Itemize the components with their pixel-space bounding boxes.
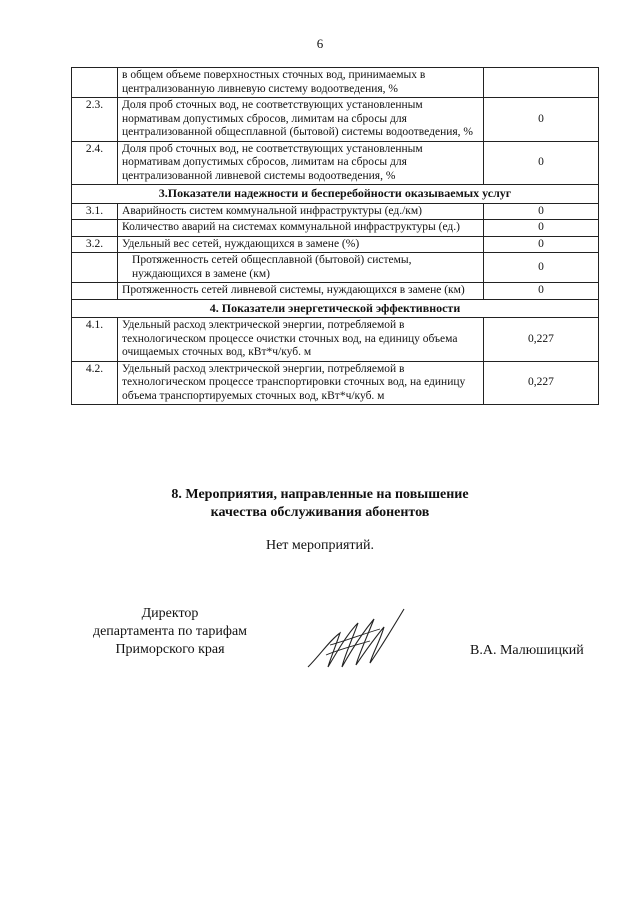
table-row bbox=[72, 68, 599, 98]
indicator-name: Протяженность сетей ливневой системы, нуждающихся в замене (км) bbox=[118, 283, 484, 300]
table-row bbox=[72, 141, 599, 185]
position-line3: Приморского края bbox=[115, 642, 225, 657]
indicator-value: 0 bbox=[483, 98, 598, 142]
indicator-name: в общем объеме поверхностных сточных вод, принимаемых в централизованную ливневую систему водоотведения, % bbox=[118, 68, 484, 98]
signer-name: В.А. Малюшицкий bbox=[470, 643, 584, 658]
table-row bbox=[72, 220, 599, 237]
section-8-heading-line1: 8. Мероприятия, направленные на повышение bbox=[171, 487, 469, 502]
table-row bbox=[72, 236, 599, 253]
indicator-value: 0 bbox=[483, 203, 598, 220]
row-number: 4.1. bbox=[72, 318, 118, 362]
table-row bbox=[72, 98, 599, 142]
page-number: 6 bbox=[316, 36, 324, 51]
indicator-value: 0,227 bbox=[483, 318, 598, 362]
position-line1: Директор bbox=[141, 606, 199, 621]
indicator-value: 0 bbox=[483, 283, 598, 300]
row-number: 3.2. bbox=[72, 236, 118, 253]
indicator-value: 0,227 bbox=[483, 361, 598, 405]
indicator-value bbox=[483, 68, 598, 98]
indicator-value: 0 bbox=[483, 236, 598, 253]
indicator-name: Удельный расход электрической энергии, потребляемой в технологическом процессе транспортировки сточных вод, на единицу объема транспортируемых сточных вод, кВт*ч/куб. м bbox=[118, 361, 484, 405]
table-row bbox=[72, 318, 599, 362]
indicators-table-body bbox=[72, 68, 599, 405]
signatory-position bbox=[70, 605, 270, 659]
indicator-name: Доля проб сточных вод, не соответствующих установленным нормативам допустимых сбросов, лимитам на сбросы для централизованной ливневой системы водоотведения, % bbox=[118, 141, 484, 185]
indicator-value: 0 bbox=[483, 141, 598, 185]
row-number: 2.4. bbox=[72, 141, 118, 185]
table-row bbox=[72, 283, 599, 300]
no-events-text: Нет мероприятий. bbox=[265, 538, 375, 553]
table-section-row bbox=[72, 299, 599, 318]
table-row bbox=[72, 253, 599, 283]
handwritten-signature bbox=[300, 605, 410, 675]
indicator-name: Удельный вес сетей, нуждающихся в замене (%) bbox=[118, 236, 484, 253]
row-number bbox=[72, 68, 118, 98]
indicator-name: Аварийность систем коммунальной инфраструктуры (ед./км) bbox=[118, 203, 484, 220]
row-number bbox=[72, 283, 118, 300]
position-line2: департамента по тарифам bbox=[92, 624, 248, 639]
row-number bbox=[72, 220, 118, 237]
section-8-heading-line2: качества обслуживания абонентов bbox=[210, 505, 430, 520]
table-section-row bbox=[72, 185, 599, 204]
indicator-name: Протяженность сетей общесплавной (бытовой) системы, нуждающихся в замене (км) bbox=[118, 253, 484, 283]
section-8-heading bbox=[0, 486, 640, 522]
indicator-name: Удельный расход электрической энергии, потребляемой в технологическом процессе очистки сточных вод, на единицу объема очищаемых сточных вод, кВт*ч/куб. м bbox=[118, 318, 484, 362]
table-row bbox=[72, 361, 599, 405]
indicators-table bbox=[71, 67, 599, 405]
row-number: 2.3. bbox=[72, 98, 118, 142]
section-title: 3.Показатели надежности и бесперебойности оказываемых услуг bbox=[72, 185, 599, 204]
indicator-name: Количество аварий на системах коммунальной инфраструктуры (ед.) bbox=[118, 220, 484, 237]
section-title: 4. Показатели энергетической эффективности bbox=[72, 299, 599, 318]
indicator-name: Доля проб сточных вод, не соответствующих установленным нормативам допустимых сбросов, лимитам на сбросы для централизованной общесплавной (бытовой) системы водоотведения, % bbox=[118, 98, 484, 142]
table-row bbox=[72, 203, 599, 220]
indicator-value: 0 bbox=[483, 253, 598, 283]
row-number: 4.2. bbox=[72, 361, 118, 405]
row-number bbox=[72, 253, 118, 283]
row-number: 3.1. bbox=[72, 203, 118, 220]
indicator-value: 0 bbox=[483, 220, 598, 237]
